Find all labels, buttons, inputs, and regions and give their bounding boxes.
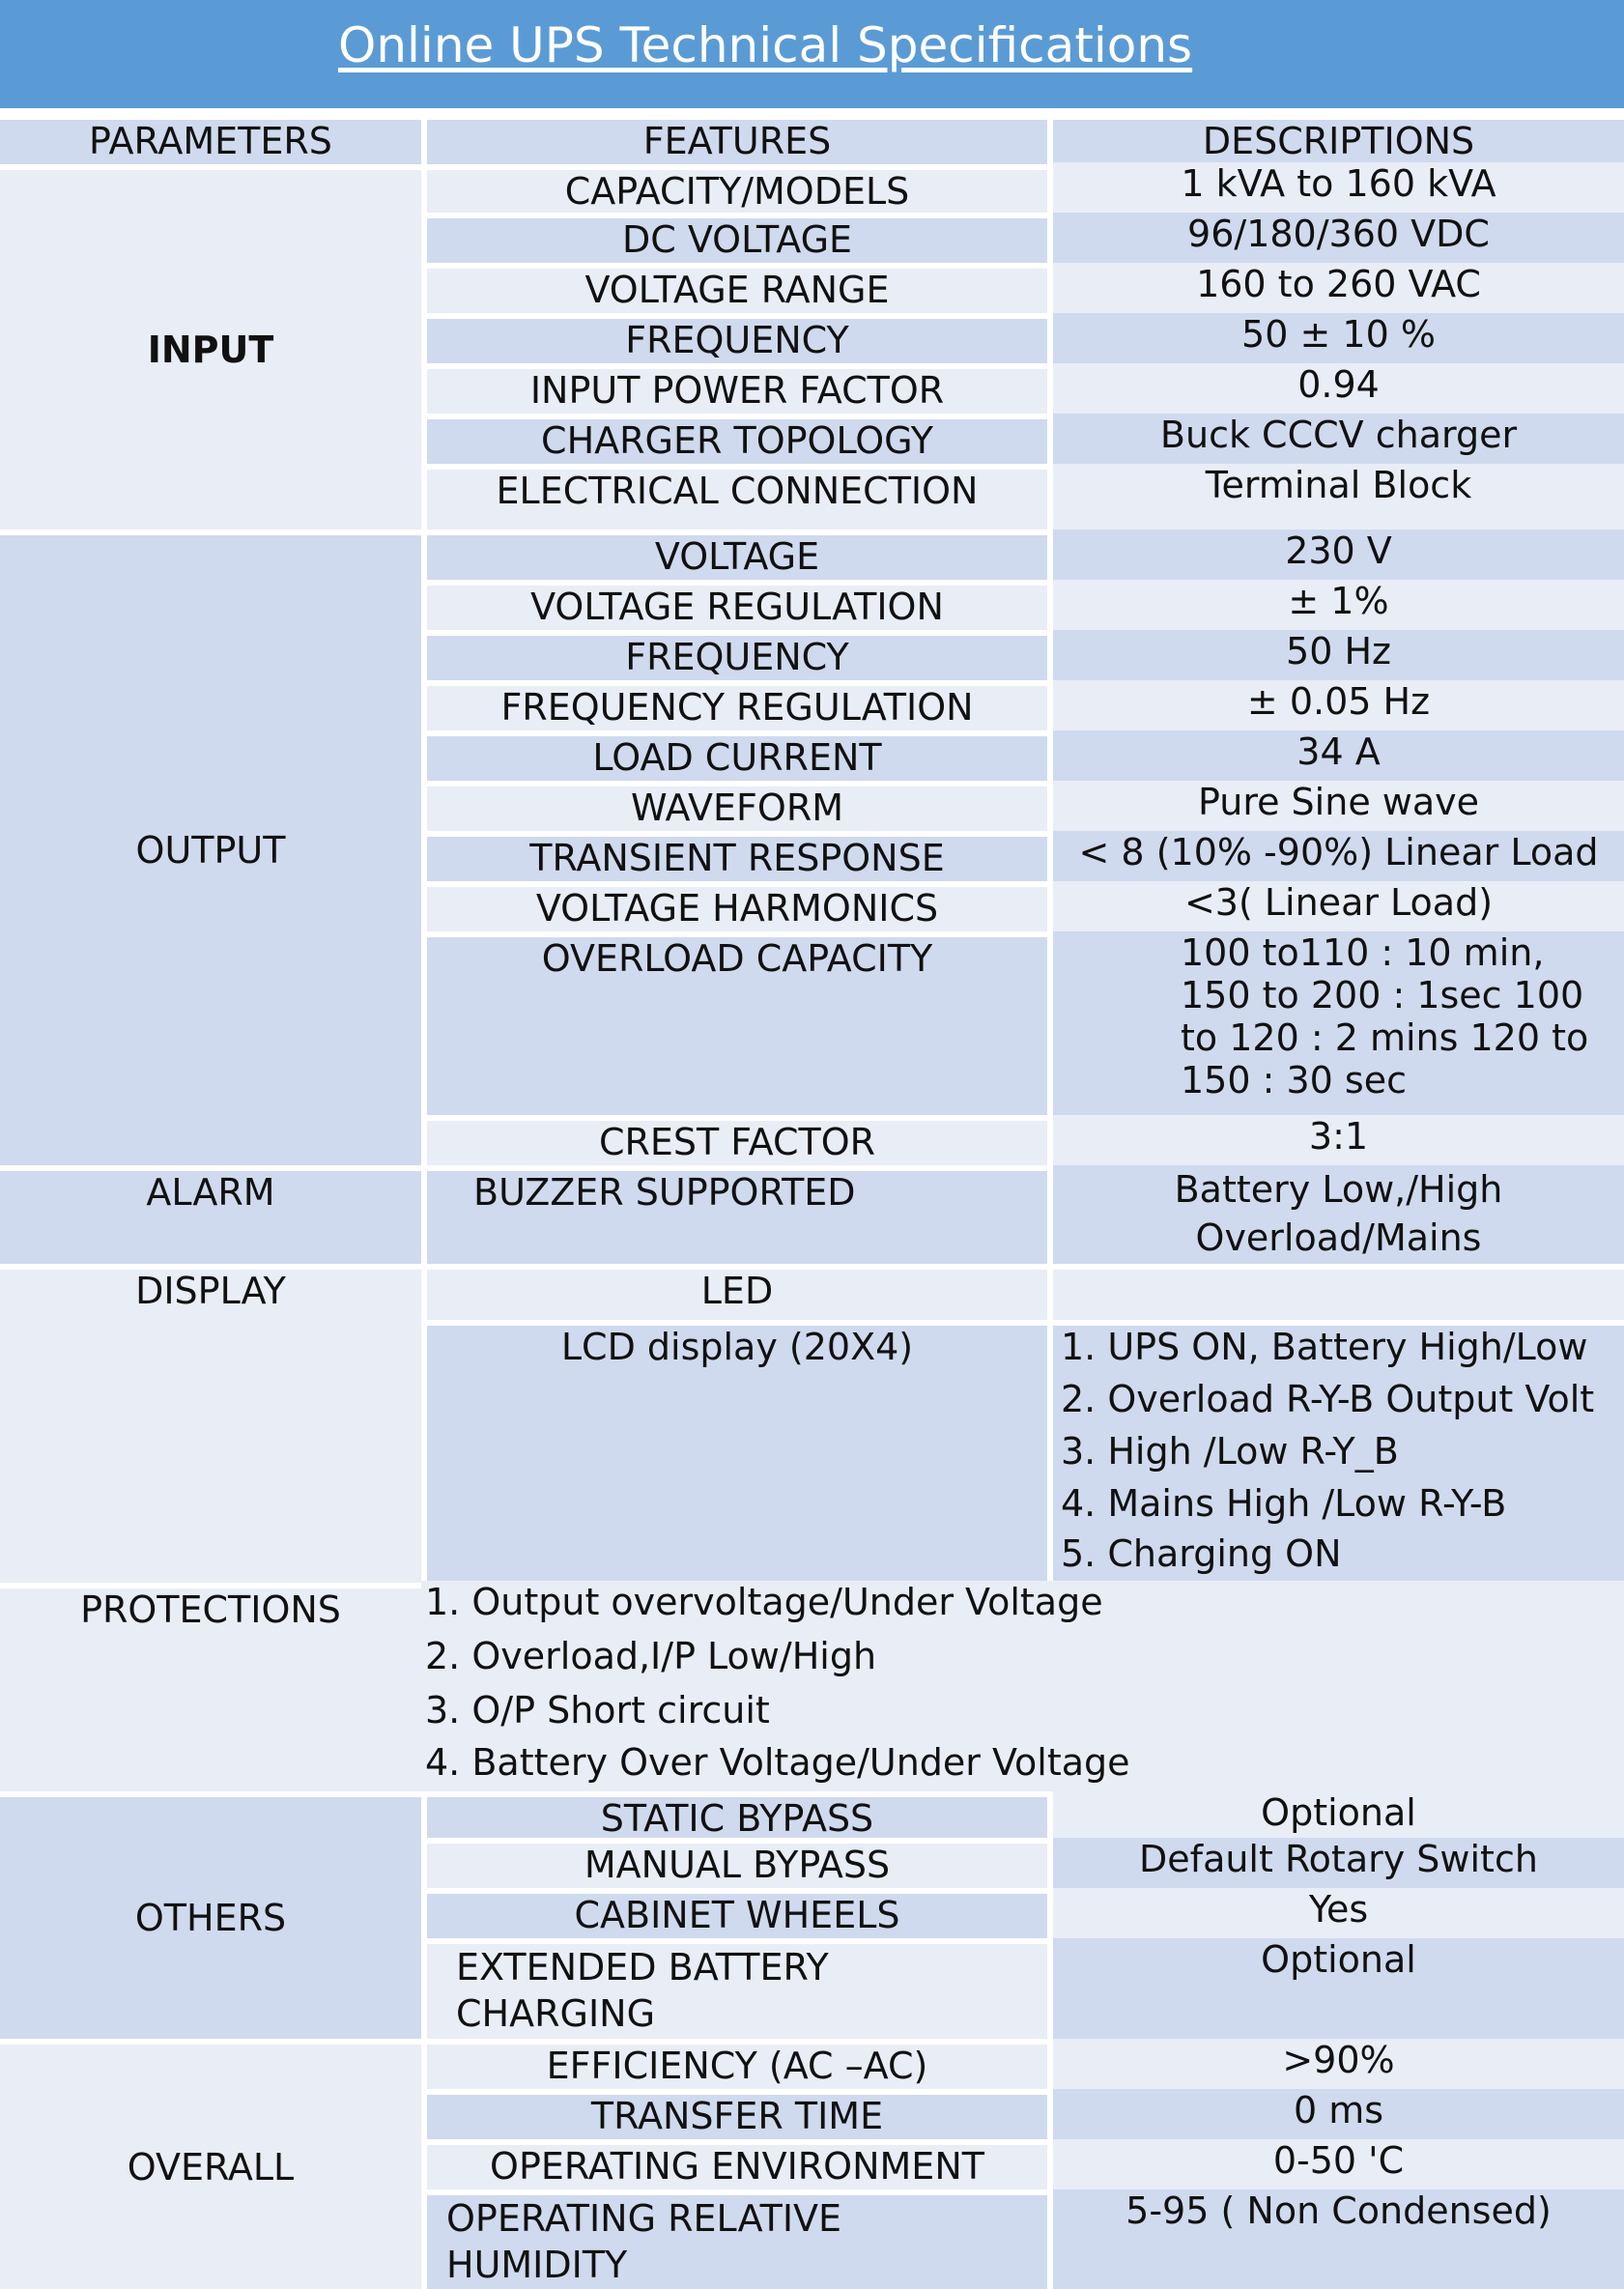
description-cell <box>1053 680 1624 730</box>
description-line: 100 to110 : 10 min, <box>1181 931 1545 974</box>
feature-cell <box>427 2095 1047 2139</box>
description-cell <box>1053 313 1624 363</box>
description-value: 0 ms <box>1293 2089 1384 2132</box>
param-protections <box>0 1588 421 1791</box>
list-item <box>425 1741 1130 1784</box>
param-others-label: OTHERS <box>134 1897 287 1939</box>
description-value: 34 A <box>1296 730 1381 773</box>
description-cell <box>1053 781 1624 831</box>
feature-cell <box>427 2145 1047 2189</box>
param-alarm-label: ALARM <box>146 1171 275 1214</box>
feature-label: OPERATING ENVIRONMENT <box>490 2145 984 2188</box>
feature-cell <box>427 1894 1047 1938</box>
feature-cell <box>427 1797 1047 1838</box>
feature-cell <box>427 535 1047 580</box>
list-num: 2. <box>1061 1378 1097 1420</box>
description-value: ± 0.05 Hz <box>1246 680 1431 723</box>
list-item <box>425 1635 876 1677</box>
list-item <box>1061 1532 1342 1575</box>
param-overall-label: OVERALL <box>127 2145 295 2189</box>
description-cell <box>1053 2189 1624 2289</box>
description-cell <box>1053 881 1624 931</box>
feature-cell-multiline <box>427 2195 1047 2289</box>
feature-label: LOAD CURRENT <box>592 736 882 779</box>
description-value: Yes <box>1308 1888 1369 1931</box>
list-text: Charging ON <box>1107 1532 1342 1575</box>
param-input-label: INPUT <box>147 329 274 371</box>
list-text: Battery Over Voltage/Under Voltage <box>471 1741 1130 1784</box>
description-cell <box>1053 263 1624 313</box>
list-text: Overload R-Y-B Output Volt <box>1107 1378 1595 1420</box>
description-cell <box>1053 1838 1624 1888</box>
header-descriptions-label: DESCRIPTIONS <box>1202 120 1475 162</box>
description-cell <box>1053 1938 1624 2039</box>
feature-cell <box>427 1844 1047 1888</box>
description-value: 0.94 <box>1297 363 1380 406</box>
description-value: Optional <box>1261 1791 1416 1834</box>
feature-cell <box>427 470 1047 529</box>
description-value: 5-95 ( Non Condensed) <box>1125 2189 1552 2232</box>
list-text: High /Low R-Y_B <box>1107 1430 1399 1473</box>
description-cell <box>1053 630 1624 680</box>
description-value: 50 Hz <box>1286 630 1391 672</box>
param-overall <box>0 2045 421 2289</box>
list-num: 5. <box>1061 1532 1097 1575</box>
feature-cell-multiline <box>427 1944 1047 2039</box>
feature-cell <box>427 937 1047 1115</box>
description-cell <box>1053 580 1624 630</box>
list-item <box>1061 1430 1399 1473</box>
list-item <box>1061 1326 1587 1368</box>
description-cell <box>1053 1888 1624 1938</box>
description-value: < 8 (10% -90%) Linear Load <box>1078 831 1599 873</box>
header-features-label: FEATURES <box>642 120 832 162</box>
description-value: >90% <box>1282 2039 1395 2081</box>
header-features <box>427 120 1047 164</box>
feature-label: STATIC BYPASS <box>600 1797 874 1840</box>
list-num: 1. <box>425 1581 461 1623</box>
feature-label: CABINET WHEELS <box>574 1894 900 1936</box>
feature-label: VOLTAGE HARMONICS <box>535 887 939 930</box>
feature-label: TRANSIENT RESPONSE <box>529 837 945 879</box>
description-cell <box>1053 213 1624 263</box>
list-text: O/P Short circuit <box>471 1689 770 1731</box>
feature-cell <box>427 787 1047 831</box>
feature-line: EXTENDED BATTERY <box>456 1946 829 1989</box>
description-value: Terminal Block <box>1205 464 1472 506</box>
feature-label: INPUT POWER FACTOR <box>529 369 945 412</box>
feature-cell <box>427 586 1047 630</box>
description-cell <box>1053 414 1624 464</box>
description-line: Battery Low,/High <box>1174 1168 1503 1211</box>
feature-cell <box>427 269 1047 313</box>
feature-cell <box>427 369 1047 414</box>
list-text: Overload,I/P Low/High <box>471 1635 877 1677</box>
description-value: Buck CCCV charger <box>1159 414 1518 456</box>
description-line: to 120 : 2 mins 120 to <box>1181 1016 1589 1059</box>
list-num: 3. <box>1061 1430 1097 1473</box>
feature-label: EFFICIENCY (AC –AC) <box>546 2045 928 2087</box>
feature-cell <box>427 1326 1047 1583</box>
description-value: ± 1% <box>1288 580 1389 622</box>
list-item <box>1061 1482 1506 1525</box>
param-output-label: OUTPUT <box>135 829 286 872</box>
header-descriptions <box>1053 120 1624 164</box>
title-banner <box>0 0 1624 108</box>
description-value: Optional <box>1261 1938 1416 1981</box>
feature-label: LED <box>700 1270 774 1312</box>
description-cell <box>1053 2089 1624 2139</box>
feature-cell <box>427 218 1047 263</box>
feature-label: DC VOLTAGE <box>621 218 853 261</box>
feature-label: BUZZER SUPPORTED <box>473 1171 856 1214</box>
list-text: Output overvoltage/Under Voltage <box>471 1581 1103 1623</box>
description-cell <box>1053 2139 1624 2189</box>
lcd-description-list <box>1053 1326 1624 1583</box>
description-value: 96/180/360 VDC <box>1187 213 1490 255</box>
feature-cell <box>427 1121 1047 1165</box>
feature-label: VOLTAGE RANGE <box>584 269 890 311</box>
param-display <box>0 1270 421 1583</box>
feature-cell <box>427 887 1047 931</box>
feature-label: TRANSFER TIME <box>590 2095 884 2137</box>
param-alarm <box>0 1171 421 1264</box>
feature-label: CAPACITY/MODELS <box>564 170 910 213</box>
list-text: Mains High /Low R-Y-B <box>1107 1482 1507 1525</box>
description-cell <box>1053 529 1624 580</box>
feature-label: FREQUENCY <box>625 636 849 678</box>
param-display-label: DISPLAY <box>135 1270 286 1312</box>
feature-label: VOLTAGE REGULATION <box>530 586 944 628</box>
feature-label: FREQUENCY REGULATION <box>500 686 974 729</box>
description-line: 150 to 200 : 1sec 100 <box>1181 974 1584 1016</box>
feature-cell <box>427 1270 1047 1320</box>
feature-label: VOLTAGE <box>654 535 820 578</box>
description-line: Overload/Mains <box>1195 1216 1482 1259</box>
list-item <box>1061 1378 1594 1420</box>
feature-cell <box>427 170 1047 213</box>
param-others <box>0 1797 421 2039</box>
description-value: <3( Linear Load) <box>1183 881 1494 924</box>
param-output <box>0 535 421 1165</box>
param-input <box>0 170 421 529</box>
description-cell-multiline <box>1053 931 1624 1115</box>
page-title: Online UPS Technical Specifications <box>338 17 1193 73</box>
feature-line: OPERATING RELATIVE <box>446 2197 842 2240</box>
feature-cell <box>427 1171 1047 1264</box>
feature-label: FREQUENCY <box>625 319 849 361</box>
feature-line: HUMIDITY <box>446 2244 628 2286</box>
description-cell <box>1053 2039 1624 2089</box>
description-value: 50 ± 10 % <box>1241 313 1436 356</box>
list-num: 1. <box>1061 1326 1097 1368</box>
list-num: 4. <box>425 1741 461 1784</box>
description-value: 1 kVA to 160 kVA <box>1181 162 1496 205</box>
header-parameters <box>0 120 421 164</box>
description-cell <box>1053 464 1624 529</box>
feature-cell <box>427 419 1047 464</box>
list-text: UPS ON, Battery High/Low <box>1107 1326 1588 1368</box>
list-num: 2. <box>425 1635 461 1677</box>
description-value: 0-50 'C <box>1272 2139 1405 2182</box>
description-value: Pure Sine wave <box>1197 781 1480 823</box>
feature-label: OVERLOAD CAPACITY <box>541 937 933 980</box>
list-num: 4. <box>1061 1482 1097 1525</box>
feature-label: CHARGER TOPOLOGY <box>541 419 933 462</box>
feature-label: ELECTRICAL CONNECTION <box>496 470 979 512</box>
description-cell <box>1053 1791 1624 1838</box>
description-cell <box>1053 831 1624 881</box>
feature-label: WAVEFORM <box>630 787 844 829</box>
header-parameters-label: PARAMETERS <box>89 120 332 162</box>
feature-line: CHARGING <box>456 1992 656 2035</box>
feature-cell <box>427 2045 1047 2089</box>
protections-list <box>421 1581 1624 1791</box>
feature-label: MANUAL BYPASS <box>584 1844 891 1886</box>
list-item <box>425 1581 1103 1623</box>
description-cell <box>1053 730 1624 781</box>
description-cell <box>1053 162 1624 213</box>
description-cell <box>1053 1115 1624 1165</box>
description-value: 160 to 260 VAC <box>1196 263 1481 305</box>
list-item <box>425 1689 770 1731</box>
param-protections-label: PROTECTIONS <box>80 1588 341 1631</box>
feature-cell <box>427 686 1047 730</box>
list-num: 3. <box>425 1689 461 1731</box>
feature-label: CREST FACTOR <box>598 1121 876 1163</box>
feature-cell <box>427 319 1047 363</box>
description-cell <box>1053 363 1624 414</box>
feature-cell <box>427 736 1047 781</box>
feature-cell <box>427 636 1047 680</box>
description-value: 230 V <box>1285 529 1392 572</box>
description-value: 3:1 <box>1308 1115 1369 1158</box>
description-value: Default Rotary Switch <box>1139 1838 1538 1880</box>
description-cell <box>1053 1270 1624 1320</box>
description-line: 150 : 30 sec <box>1181 1059 1407 1102</box>
feature-cell <box>427 837 1047 881</box>
description-cell-multiline <box>1053 1165 1624 1264</box>
feature-label: LCD display (20X4) <box>560 1326 914 1368</box>
